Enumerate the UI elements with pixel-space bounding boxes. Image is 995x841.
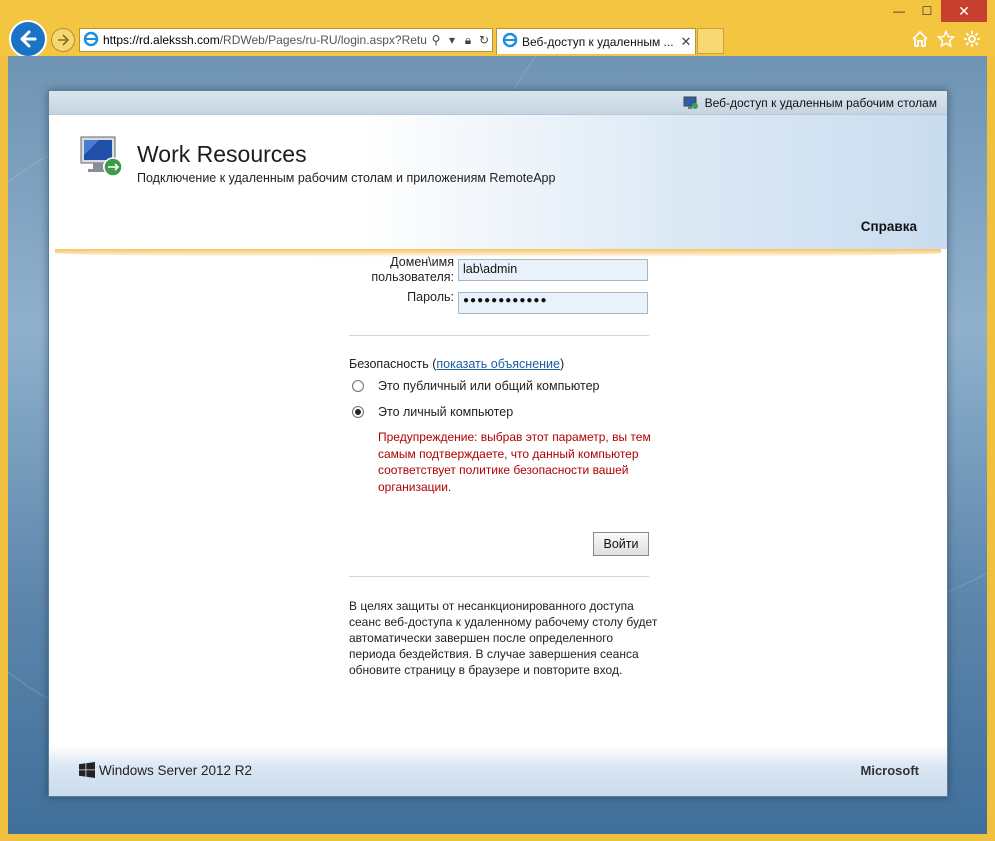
- home-icon[interactable]: [911, 30, 929, 48]
- rdweb-panel: [48, 90, 948, 797]
- remote-desktop-small-icon: [683, 96, 699, 110]
- radio-private-computer[interactable]: [352, 406, 364, 418]
- radio-public-computer[interactable]: [352, 380, 364, 392]
- domain-label-line1: Домен\имя: [390, 255, 454, 269]
- ie-tab-icon: [502, 32, 522, 51]
- page-title: Work Resources: [137, 141, 307, 167]
- new-tab-button[interactable]: [697, 28, 724, 54]
- favorites-star-icon[interactable]: [937, 30, 955, 48]
- close-button[interactable]: ✕: [941, 0, 987, 22]
- windows-logo-icon: [79, 762, 95, 778]
- browser-toolbar-icons: [911, 30, 981, 48]
- password-label: Пароль:: [407, 290, 454, 304]
- window-controls: [885, 0, 987, 22]
- security-prefix: Безопасность (: [349, 357, 437, 371]
- windows-server-brand: [79, 762, 252, 778]
- product-name: Windows Server 2012 R2: [99, 762, 253, 778]
- security-suffix: ): [560, 357, 565, 371]
- forward-arrow-icon: [56, 33, 70, 47]
- header-accent-divider: [55, 249, 941, 257]
- domain-label: [349, 255, 454, 285]
- browser-tab[interactable]: [496, 28, 696, 54]
- session-timeout-note: В целях защиты от несанкционированного доступа сеанс веб-доступа к удаленному рабочему столу будет автоматически завершен после определенного периода бездействия. В случае завершения сеанса обновите страницу в браузере и повторите вход.: [349, 599, 658, 677]
- option-private-label[interactable]: Это личный компьютер: [378, 405, 514, 419]
- tab-title: Веб-доступ к удаленным ...: [522, 34, 674, 49]
- address-bar[interactable]: [79, 28, 493, 52]
- signin-button[interactable]: Войти: [593, 532, 649, 556]
- settings-gear-icon[interactable]: [963, 30, 981, 48]
- tab-close-icon[interactable]: ✕: [680, 33, 692, 49]
- help-link[interactable]: Справка: [860, 219, 917, 234]
- domain-label-line2: пользователя:: [371, 270, 454, 284]
- refresh-icon[interactable]: ↻: [478, 33, 490, 47]
- back-button[interactable]: [9, 20, 47, 58]
- back-arrow-icon: [17, 28, 39, 50]
- form-divider-top: [349, 335, 649, 336]
- username-input[interactable]: lab\admin: [458, 259, 648, 281]
- forward-button[interactable]: [51, 28, 75, 52]
- url-text[interactable]: [103, 33, 428, 47]
- ie-page-icon: [83, 31, 103, 50]
- security-warning: Предупреждение: выбрав этот параметр, вы тем самым подтверждаете, что данный компьютер соответствует политике безопасности вашей организации.: [378, 430, 651, 494]
- panel-top-title: Веб-доступ к удаленным рабочим столам: [704, 95, 937, 110]
- url-path: /RDWeb/Pages/ru-RU/login.aspx?Retu: [219, 33, 427, 47]
- login-form: [49, 255, 948, 741]
- show-explanation-link[interactable]: показать объяснение: [436, 357, 560, 371]
- security-label: [349, 357, 564, 371]
- panel-top-banner: [49, 91, 947, 115]
- lock-icon[interactable]: 🔒︎: [464, 32, 472, 47]
- page-footer: [49, 746, 948, 796]
- search-icon[interactable]: ⚲: [431, 33, 441, 47]
- password-input[interactable]: ●●●●●●●●●●●●: [458, 292, 648, 314]
- maximize-button[interactable]: ☐: [921, 4, 933, 18]
- remote-desktop-logo-icon: [77, 133, 125, 181]
- option-public-label[interactable]: Это публичный или общий компьютер: [378, 379, 600, 393]
- minimize-button[interactable]: —: [893, 4, 905, 18]
- page-subtitle: Подключение к удаленным рабочим столам и приложениям RemoteApp: [137, 171, 556, 185]
- url-host: https://rd.alekssh.com: [103, 33, 220, 47]
- microsoft-brand: Microsoft: [860, 763, 919, 778]
- page-header: [49, 115, 947, 249]
- dropdown-icon[interactable]: ▾: [448, 33, 456, 47]
- form-divider-bottom: [349, 576, 649, 577]
